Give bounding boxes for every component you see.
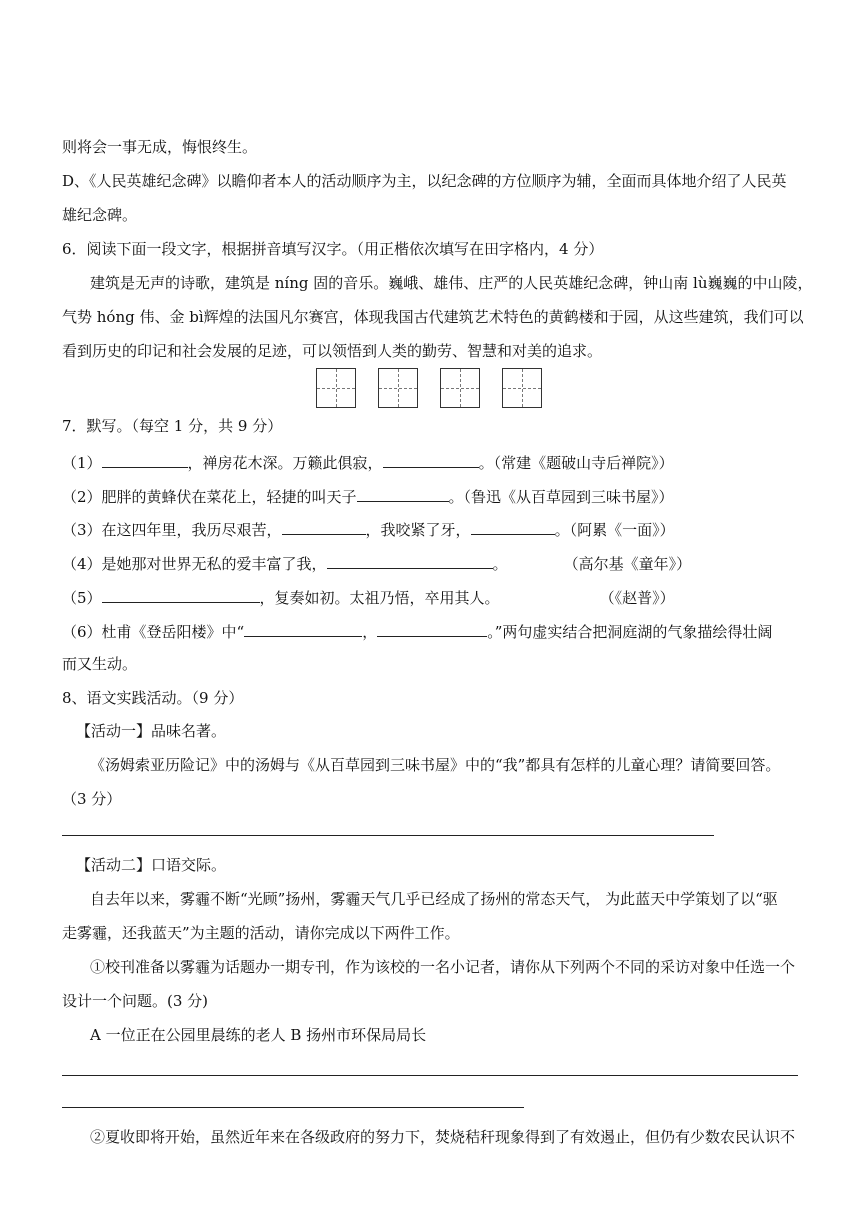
question-7-heading: 7．默写。（每空 1 分，共 9 分）: [62, 417, 283, 435]
answer-blank[interactable]: [244, 620, 362, 637]
tianzi-box-4[interactable]: [502, 368, 542, 408]
answer-blank[interactable]: [357, 485, 449, 502]
item-text: 。（鲁迅《从百草园到三味书屋》）: [448, 488, 674, 506]
item-text: ，禅房花木深。万籁此俱寂，: [187, 454, 383, 472]
question-7-item-3: [62, 518, 675, 538]
item-text: （1）: [62, 454, 102, 472]
answer-blank[interactable]: [102, 451, 188, 468]
question-8-heading: 8、语文实践活动。（9 分）: [62, 689, 244, 707]
answer-blank[interactable]: [383, 451, 479, 468]
question-7-item-6: [62, 620, 772, 640]
item-text: 。”两句虚实结合把洞庭湖的气象描绘得壮阔: [487, 623, 773, 641]
answer-blank[interactable]: [377, 620, 487, 637]
passage-line: 建筑是无声的诗歌，建筑是 níng 固的音乐。巍峨、雄伟、庄严的人民英雄纪念碑，钟山南 lù巍巍的中山陵，: [90, 274, 813, 292]
task-1-text: 设计一个问题。(3 分): [62, 992, 209, 1010]
answer-line[interactable]: [62, 835, 714, 836]
item-text: （6）杜甫《登岳阳楼》中“: [62, 623, 245, 641]
task-2-text: ②夏收即将开始，虽然近年来在各级政府的努力下，焚烧秸秆现象得到了有效遏止，但仍有少数农民认识不: [90, 1128, 796, 1146]
activity-2-text: 自去年以来，雾霾不断“光顾”扬州，雾霾天气几乎已经成了扬州的常态天气， 为此蓝天中学策划了以“驱: [90, 890, 778, 908]
passage-line: 气势 hóng 伟、金 bì辉煌的法国凡尔赛宫，体现我国古代建筑艺术特色的黄鹤楼和于园，从这些建筑，我们可以: [62, 308, 804, 326]
activity-2-text: 走雾霾，还我蓝天”为主题的活动，请你完成以下两件工作。: [62, 924, 460, 942]
activity-1-question: 《汤姆索亚历险记》中的汤姆与《从百草园到三味书屋》中的“我”都具有怎样的儿童心理？请简要回答。: [90, 756, 781, 774]
tianzi-box-1[interactable]: [316, 368, 356, 408]
task-1-text: ①校刊准备以雾霾为话题办一期专刊，作为该校的一名小记者，请你从下列两个不同的采访对象中任选一个: [90, 958, 796, 976]
text-line: 则将会一事无成，悔恨终生。: [62, 138, 258, 156]
activity-1-score: （3 分）: [62, 790, 122, 808]
item-text: （5）: [62, 589, 102, 607]
text-line: 而又生动。: [62, 655, 138, 673]
text-line: 雄纪念碑。: [62, 206, 138, 224]
question-7-item-1: [62, 451, 674, 471]
question-7-item-2: [62, 485, 674, 505]
item-text: 。: [492, 555, 508, 573]
question-7-item-4: [62, 552, 691, 572]
activity-2-heading: 【活动二】口语交际。: [76, 856, 227, 874]
passage-line: 看到历史的印记和社会发展的足迹，可以领悟到人类的勤劳、智慧和对美的追求。: [62, 342, 603, 360]
answer-blank[interactable]: [282, 518, 366, 535]
item-text: ，: [362, 623, 378, 641]
question-6-heading: 6．阅读下面一段文字，根据拼音填写汉字。（用正楷依次填写在田字格内，4 分）: [62, 240, 604, 258]
answer-line[interactable]: [62, 1075, 798, 1076]
question-7-item-5: [62, 586, 675, 606]
item-text: 。（常建《题破山寺后禅院》）: [478, 454, 674, 472]
answer-line[interactable]: [62, 1107, 524, 1108]
item-text: （4）是她那对世界无私的爱丰富了我，: [62, 555, 327, 573]
task-1-options: A 一位正在公园里晨练的老人 B 扬州市环保局局长: [90, 1026, 427, 1044]
option-d-line: D、《人民英雄纪念碑》以瞻仰者本人的活动顺序为主，以纪念碑的方位顺序为辅，全面而具体地介绍了人民英: [62, 172, 787, 190]
item-text: 。（阿累《一面》）: [554, 521, 675, 539]
tianzi-box-3[interactable]: [440, 368, 480, 408]
source-text: （高尔基《童年》）: [563, 555, 692, 573]
activity-1-heading: 【活动一】品味名著。: [76, 722, 227, 740]
item-text: ，我咬紧了牙，: [365, 521, 471, 539]
item-text: ，复奏如初。太祖乃悟，卒用其人。: [259, 589, 500, 607]
tianzi-box-2[interactable]: [378, 368, 418, 408]
source-text: （《赵普》）: [599, 589, 675, 607]
item-text: （3）在这四年里，我历尽艰苦，: [62, 521, 282, 539]
item-text: （2）肥胖的黄蜂伏在菜花上，轻捷的叫天子: [62, 488, 357, 506]
answer-blank[interactable]: [471, 518, 555, 535]
answer-blank[interactable]: [327, 552, 493, 569]
answer-blank[interactable]: [102, 586, 260, 603]
